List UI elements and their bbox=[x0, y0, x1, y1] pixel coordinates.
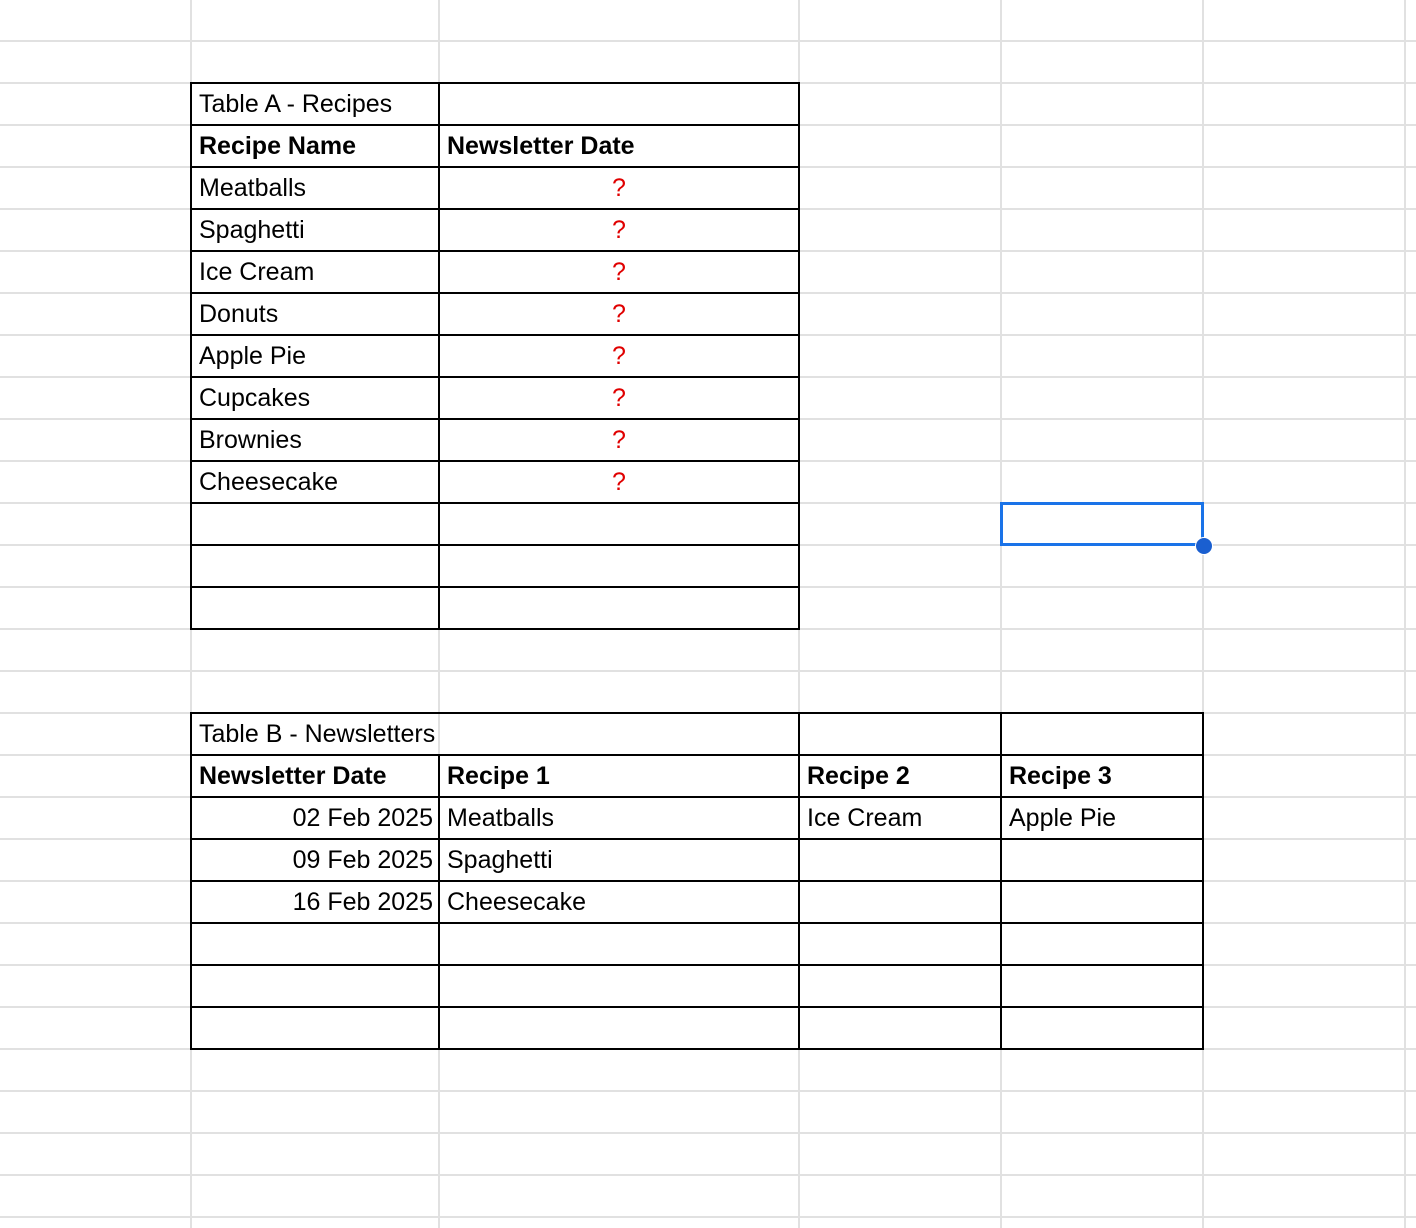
gridline-horizontal bbox=[0, 1090, 1416, 1092]
header-recipe-3[interactable]: Recipe 3 bbox=[1001, 755, 1203, 797]
table-row bbox=[191, 167, 799, 209]
table-row bbox=[191, 335, 799, 377]
cell[interactable] bbox=[191, 1007, 439, 1049]
recipe-name-cell[interactable]: Cupcakes bbox=[191, 377, 439, 419]
recipe-3-cell[interactable] bbox=[1001, 881, 1203, 923]
recipe-1-cell[interactable]: Spaghetti bbox=[439, 839, 799, 881]
recipe-name-cell[interactable]: Apple Pie bbox=[191, 335, 439, 377]
table-row bbox=[191, 419, 799, 461]
cell[interactable] bbox=[1001, 965, 1203, 1007]
cell[interactable] bbox=[191, 923, 439, 965]
newsletter-date-cell[interactable]: ? bbox=[439, 419, 799, 461]
cell[interactable] bbox=[191, 587, 439, 629]
cell[interactable] bbox=[439, 83, 799, 125]
table-row-empty bbox=[191, 545, 799, 587]
header-newsletter-date[interactable]: Newsletter Date bbox=[191, 755, 439, 797]
header-recipe-name[interactable]: Recipe Name bbox=[191, 125, 439, 167]
newsletter-date-cell[interactable]: ? bbox=[439, 461, 799, 503]
cell[interactable] bbox=[439, 545, 799, 587]
newsletter-date-cell[interactable]: ? bbox=[439, 251, 799, 293]
cell[interactable] bbox=[439, 587, 799, 629]
table-row bbox=[191, 461, 799, 503]
recipe-3-cell[interactable] bbox=[1001, 839, 1203, 881]
table-row-empty bbox=[191, 503, 799, 545]
table-row-empty bbox=[191, 923, 1203, 965]
recipe-name-cell[interactable]: Ice Cream bbox=[191, 251, 439, 293]
table-row bbox=[191, 293, 799, 335]
selected-cell[interactable] bbox=[1000, 502, 1204, 546]
recipe-2-cell[interactable]: Ice Cream bbox=[799, 797, 1001, 839]
cell[interactable] bbox=[1001, 713, 1203, 755]
newsletter-date-cell[interactable]: 02 Feb 2025 bbox=[191, 797, 439, 839]
table-b-title[interactable]: Table B - Newsletters bbox=[191, 713, 799, 755]
table-row bbox=[191, 251, 799, 293]
table-b-header-row bbox=[191, 755, 1203, 797]
table-b-title-row bbox=[191, 713, 1203, 755]
table-a-recipes bbox=[190, 82, 800, 630]
cell[interactable] bbox=[439, 503, 799, 545]
table-a-title[interactable]: Table A - Recipes bbox=[191, 83, 439, 125]
recipe-2-cell[interactable] bbox=[799, 881, 1001, 923]
recipe-name-cell[interactable]: Cheesecake bbox=[191, 461, 439, 503]
gridline-horizontal bbox=[0, 670, 1416, 672]
gridline-horizontal bbox=[0, 1132, 1416, 1134]
header-recipe-1[interactable]: Recipe 1 bbox=[439, 755, 799, 797]
table-row-empty bbox=[191, 965, 1203, 1007]
header-newsletter-date[interactable]: Newsletter Date bbox=[439, 125, 799, 167]
header-recipe-2[interactable]: Recipe 2 bbox=[799, 755, 1001, 797]
cell[interactable] bbox=[799, 1007, 1001, 1049]
fill-handle[interactable] bbox=[1195, 537, 1213, 555]
cell[interactable] bbox=[439, 965, 799, 1007]
newsletter-date-cell[interactable]: ? bbox=[439, 335, 799, 377]
gridline-vertical bbox=[1404, 0, 1406, 1228]
recipe-2-cell[interactable] bbox=[799, 839, 1001, 881]
newsletter-date-cell[interactable]: ? bbox=[439, 167, 799, 209]
cell[interactable] bbox=[439, 1007, 799, 1049]
table-row bbox=[191, 839, 1203, 881]
gridline-horizontal bbox=[0, 1216, 1416, 1218]
recipe-1-cell[interactable]: Cheesecake bbox=[439, 881, 799, 923]
table-row bbox=[191, 209, 799, 251]
newsletter-date-cell[interactable]: 09 Feb 2025 bbox=[191, 839, 439, 881]
cell[interactable] bbox=[191, 545, 439, 587]
cell[interactable] bbox=[439, 923, 799, 965]
cell[interactable] bbox=[799, 923, 1001, 965]
table-row bbox=[191, 797, 1203, 839]
table-row bbox=[191, 377, 799, 419]
cell[interactable] bbox=[799, 965, 1001, 1007]
recipe-name-cell[interactable]: Donuts bbox=[191, 293, 439, 335]
recipe-name-cell[interactable]: Brownies bbox=[191, 419, 439, 461]
gridline-horizontal bbox=[0, 40, 1416, 42]
table-a-title-row bbox=[191, 83, 799, 125]
gridline-horizontal bbox=[0, 1174, 1416, 1176]
newsletter-date-cell[interactable]: ? bbox=[439, 209, 799, 251]
table-row bbox=[191, 881, 1203, 923]
recipe-name-cell[interactable]: Meatballs bbox=[191, 167, 439, 209]
recipe-3-cell[interactable]: Apple Pie bbox=[1001, 797, 1203, 839]
cell[interactable] bbox=[191, 965, 439, 1007]
newsletter-date-cell[interactable]: ? bbox=[439, 293, 799, 335]
table-b-newsletters bbox=[190, 712, 1204, 1050]
table-row-empty bbox=[191, 587, 799, 629]
table-row-empty bbox=[191, 1007, 1203, 1049]
table-a-header-row bbox=[191, 125, 799, 167]
recipe-name-cell[interactable]: Spaghetti bbox=[191, 209, 439, 251]
cell[interactable] bbox=[191, 503, 439, 545]
recipe-1-cell[interactable]: Meatballs bbox=[439, 797, 799, 839]
cell[interactable] bbox=[799, 713, 1001, 755]
newsletter-date-cell[interactable]: ? bbox=[439, 377, 799, 419]
cell[interactable] bbox=[1001, 923, 1203, 965]
newsletter-date-cell[interactable]: 16 Feb 2025 bbox=[191, 881, 439, 923]
cell[interactable] bbox=[1001, 1007, 1203, 1049]
